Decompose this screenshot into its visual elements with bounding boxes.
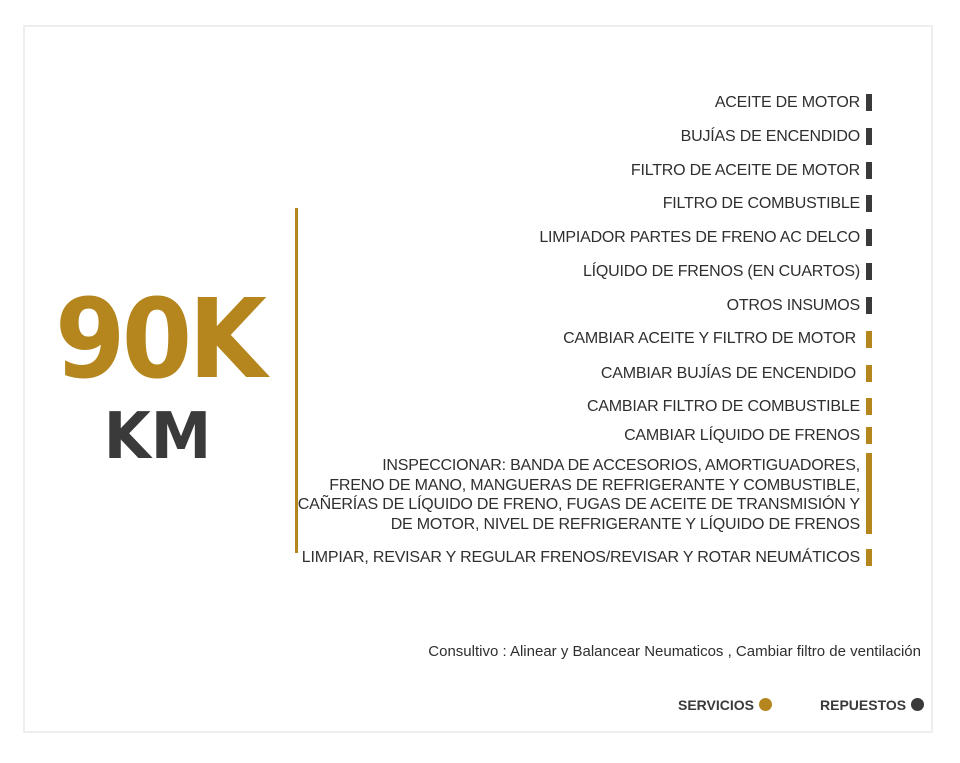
servicios-dot-icon	[759, 698, 772, 711]
repuesto-marker-icon	[866, 263, 872, 280]
repuesto-marker-icon	[866, 162, 872, 179]
legend-servicios-label: SERVICIOS	[678, 697, 754, 713]
servicio-marker-icon	[866, 427, 872, 444]
servicio-marker-icon	[866, 398, 872, 415]
item-repuesto: LÍQUIDO DE FRENOS (EN CUARTOS)	[582, 263, 860, 280]
repuesto-marker-icon	[866, 128, 872, 145]
legend-repuestos-label: REPUESTOS	[820, 697, 907, 713]
legend-repuestos	[820, 697, 924, 713]
inspeccionar-line: CAÑERÍAS DE LÍQUIDO DE FRENO, FUGAS DE ACEITE DE TRANSMISIÓN Y	[297, 496, 860, 513]
inspeccionar-line: INSPECCIONAR: BANDA DE ACCESORIOS, AMORTIGUADORES,	[382, 457, 860, 474]
item-repuesto: FILTRO DE COMBUSTIBLE	[662, 195, 860, 212]
repuesto-marker-icon	[866, 297, 872, 314]
inspeccionar-line: DE MOTOR, NIVEL DE REFRIGERANTE Y LÍQUIDO DE FRENOS	[390, 515, 860, 533]
item-servicio-inspeccionar	[298, 456, 860, 534]
repuesto-marker-icon	[866, 229, 872, 246]
item-repuesto: FILTRO DE ACEITE DE MOTOR	[630, 162, 860, 179]
repuesto-marker-icon	[866, 94, 872, 111]
item-servicio: CAMBIAR LÍQUIDO DE FRENOS	[624, 427, 860, 444]
mileage-value: 90K	[55, 275, 264, 403]
servicio-marker-icon	[866, 453, 872, 534]
mileage-unit: KM	[103, 400, 212, 474]
item-servicio: CAMBIAR ACEITE Y FILTRO DE MOTOR	[563, 330, 856, 347]
consultivo-note: Consultivo : Alinear y Balancear Neumaticos , Cambiar filtro de ventilación	[428, 643, 921, 660]
item-servicio: CAMBIAR BUJÍAS DE ENCENDIDO	[600, 365, 856, 382]
legend-servicios	[678, 697, 772, 713]
item-repuesto: LIMPIADOR PARTES DE FRENO AC DELCO	[539, 229, 860, 246]
repuesto-marker-icon	[866, 195, 872, 212]
item-servicio: CAMBIAR FILTRO DE COMBUSTIBLE	[586, 398, 860, 415]
item-servicio: LIMPIAR, REVISAR Y REGULAR FRENOS/REVISAR Y ROTAR NEUMÁTICOS	[301, 549, 860, 566]
inspeccionar-line: FRENO DE MANO, MANGUERAS DE REFRIGERANTE Y COMBUSTIBLE,	[329, 476, 860, 494]
servicio-marker-icon	[866, 549, 872, 566]
item-repuesto: ACEITE DE MOTOR	[714, 94, 860, 111]
item-repuesto: BUJÍAS DE ENCENDIDO	[680, 128, 860, 145]
item-repuesto: OTROS INSUMOS	[726, 297, 860, 314]
servicio-marker-icon	[866, 331, 872, 348]
repuestos-dot-icon	[911, 698, 924, 711]
servicio-marker-icon	[866, 365, 872, 382]
